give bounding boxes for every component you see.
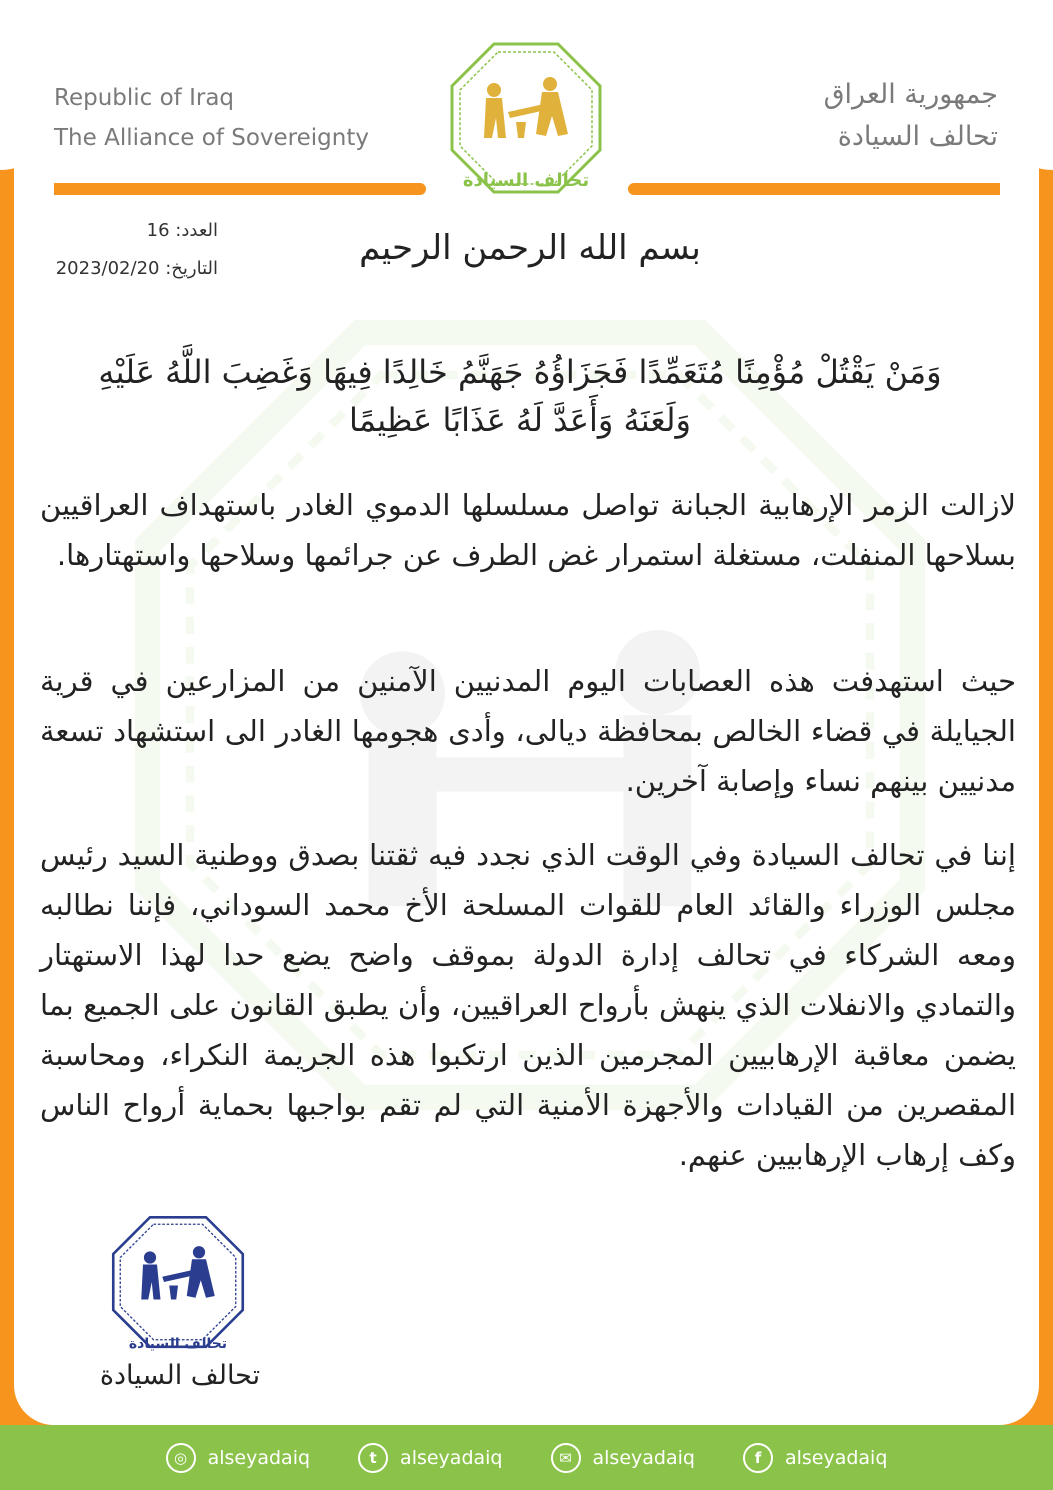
footer-facebook-label: alseyadaiq (784, 1446, 888, 1469)
header-org-en: The Alliance of Sovereignty (54, 125, 369, 151)
header-country-en: Republic of Iraq (54, 85, 235, 111)
signature-logo-caption: تحالف السيادة (128, 1336, 228, 1352)
header-divider-right (628, 183, 1000, 195)
signature-logo (108, 1212, 248, 1352)
twitter-icon: t (358, 1443, 388, 1473)
footer-dribbble[interactable] (166, 1443, 310, 1473)
header-english (54, 78, 369, 158)
email-icon: ✉ (551, 1443, 581, 1473)
quran-verse: وَمَنْ يَقْتُلْ مُؤْمِنًا مُتَعَمِّدًا فَجَزَاؤُهُ جَهَنَّمُ خَالِدًا فِيهَا وَغَضِبَ اللَّهُ عَلَيْهِ وَلَعَنَهُ وَأَعَدَّ لَهُ عَذَابًا عَظِيمًا (98, 353, 942, 439)
document-number: العدد: 16 (146, 220, 218, 241)
header-country-ar: جمهورية العراق (823, 79, 998, 110)
basmala: بسم الله الرحمن الرحيم (359, 228, 701, 268)
footer-email-label: alseyadaiq (592, 1446, 695, 1469)
paragraph-3: إننا في تحالف السيادة وفي الوقت الذي نجدد فيه ثقتنا بصدق ووطنية السيد رئيس مجلس الوزراء والقائد العام للقوات المسلحة الأخ محمد السوداني، فإننا نطالبه ومعه الشركاء في تحالف إدارة الدولة بموقف واضح يضع حدا لهذا الاستهتار والتمادي والانفلات الذي ينهش بأرواح العراقيين، وأن يطبق القانون على الجميع بما يضمن معاقبة الإرهابيين المجرمين الذين ارتكبوا هذه الجريمة النكراء، ومحاسبة المقصرين من القيادات والأجهزة الأمنية التي لم تقم بواجبها بحماية أرواح الناس وكف إرهاب الإرهابيين عنهم. (40, 838, 1016, 1172)
footer-email[interactable] (551, 1443, 695, 1473)
footer-dribbble-label: alseyadaiq (207, 1446, 311, 1469)
header-arabic (824, 74, 998, 158)
document-date: التاريخ: 2023/02/20 (55, 258, 218, 279)
dribbble-icon: ◎ (166, 1443, 196, 1473)
document-meta (28, 212, 218, 288)
footer-facebook[interactable] (743, 1443, 887, 1473)
signature-name: تحالف السيادة (99, 1360, 261, 1391)
facebook-icon: f (743, 1443, 773, 1473)
footer-twitter-label: alseyadaiq (400, 1446, 503, 1469)
paragraph-1: لازالت الزمر الإرهابية الجبانة تواصل مسلسلها الدموي الغادر باستهداف العراقيين بسلاحها المنفلت، مستغلة استمرار غض الطرف عن جرائمها وسلاحها واستهتارها. (40, 488, 1016, 572)
logo-caption: تحالف السيادة (462, 170, 590, 191)
header-org-ar: تحالف السيادة (837, 121, 998, 152)
paragraph-2: حيث استهدفت هذه العصابات اليوم المدنيين الآمنين من المزارعين في قرية الجيايلة في قضاء الخالص بمحافظة ديالى، وأدى هجومها الغادر الى استشهاد تسعة مدنيين بينهم نساء وإصابة آخرين. (40, 664, 1016, 798)
footer-bar (0, 1425, 1053, 1490)
footer-twitter[interactable] (358, 1443, 502, 1473)
header-divider-left (54, 183, 426, 195)
